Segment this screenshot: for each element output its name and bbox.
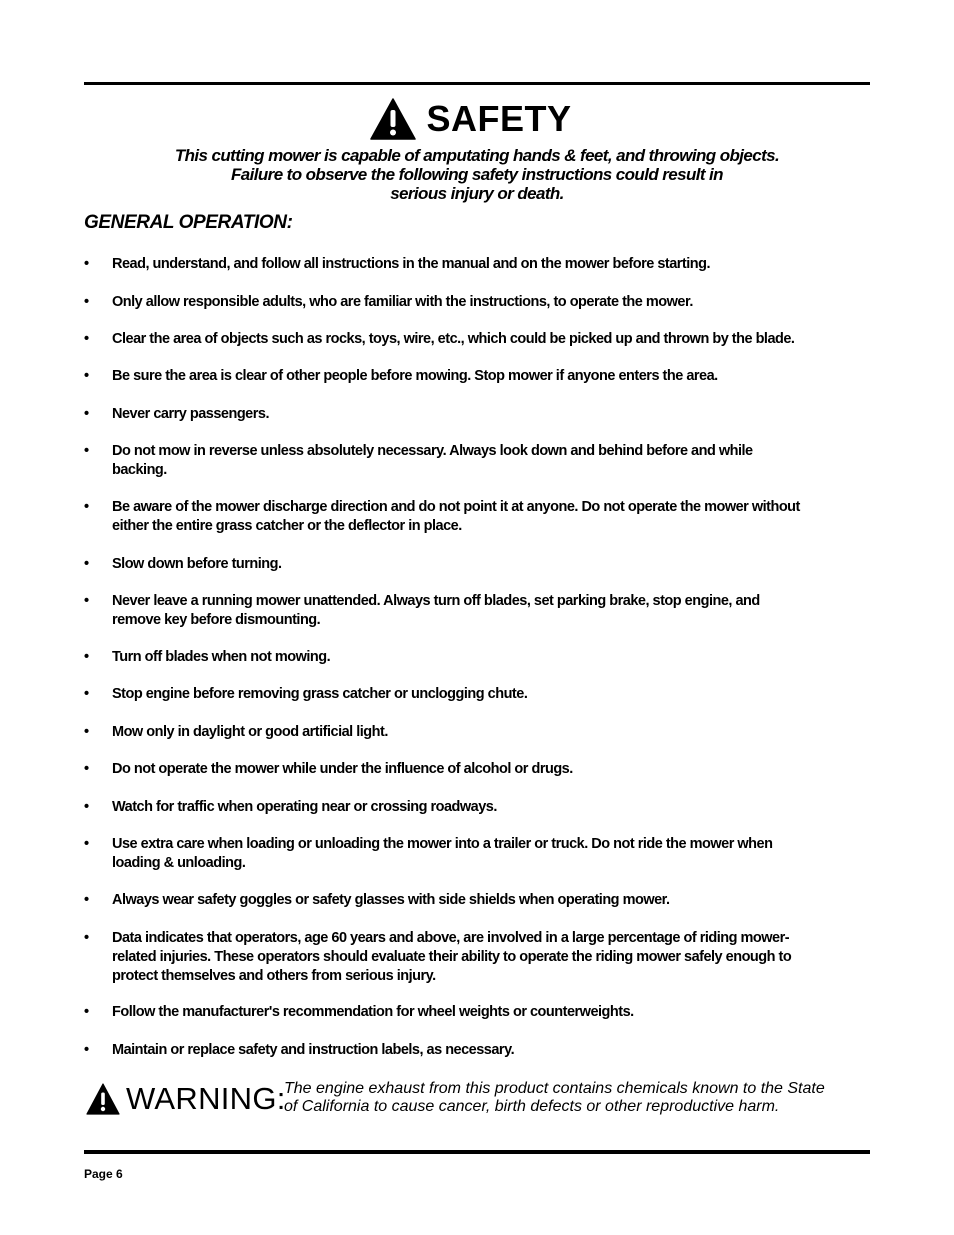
list-item-text <box>112 592 874 630</box>
danger-statement <box>84 146 870 203</box>
list-item-line: either the entire grass catcher or the deflector in place. <box>112 518 462 534</box>
list-item-line: Mow only in daylight or good artificial light. <box>112 724 388 740</box>
list-item-line: Stop engine before removing grass catcher or unclogging chute. <box>112 686 528 702</box>
list-item-text <box>112 442 874 480</box>
list-item <box>84 330 874 349</box>
list-item-text <box>112 723 874 742</box>
list-item-line: Follow the manufacturer's recommendation for wheel weights or counterweights. <box>112 1004 634 1020</box>
list-item-line: Do not operate the mower while under the influence of alcohol or drugs. <box>112 761 573 777</box>
bullet-symbol: • <box>84 724 89 740</box>
bullet-symbol: • <box>84 892 89 908</box>
list-item-text <box>112 293 874 312</box>
list-item-line: Use extra care when loading or unloading the mower into a trailer or truck. Do not ride the mower when <box>112 836 773 852</box>
bullet-symbol: • <box>84 1004 89 1020</box>
list-item <box>84 555 874 574</box>
list-item-line: protect themselves and others from serious injury. <box>112 968 436 984</box>
bullet-symbol: • <box>84 799 89 815</box>
bullet-symbol: • <box>84 499 89 515</box>
list-item <box>84 367 874 386</box>
list-item-text <box>112 798 874 817</box>
danger-statement-line: serious injury or death. <box>390 184 564 203</box>
list-item-text <box>112 255 874 274</box>
list-item-text <box>112 891 874 910</box>
list-item-text <box>112 555 874 574</box>
list-item-line: related injuries. These operators should evaluate their ability to operate the riding mower safely enough to <box>112 949 792 965</box>
bullet-symbol: • <box>84 406 89 422</box>
bullet-symbol: • <box>84 836 89 852</box>
list-item-line: Be sure the area is clear of other people before mowing. Stop mower if anyone enters the area. <box>112 368 718 384</box>
bullet-symbol: • <box>84 368 89 384</box>
list-item-line: Clear the area of objects such as rocks, toys, wire, etc., which could be picked up and thrown by the blade. <box>112 331 795 347</box>
warning-text <box>284 1080 864 1116</box>
list-item-line: Slow down before turning. <box>112 556 282 572</box>
list-item-text <box>112 648 874 667</box>
list-item <box>84 498 874 536</box>
list-item <box>84 293 874 312</box>
bullet-symbol: • <box>84 649 89 665</box>
list-item-text <box>112 405 874 424</box>
list-item <box>84 760 874 779</box>
list-item <box>84 1003 874 1022</box>
danger-statement-line: Failure to observe the following safety instructions could result in <box>231 165 723 184</box>
bullet-symbol: • <box>84 761 89 777</box>
list-item-text <box>112 330 874 349</box>
list-item-line: Never leave a running mower unattended. Always turn off blades, set parking brake, stop engine, and <box>112 593 760 609</box>
page-title: SAFETY <box>426 98 572 139</box>
bottom-rule <box>84 1150 870 1154</box>
list-item <box>84 835 874 873</box>
list-item <box>84 723 874 742</box>
bullet-symbol: • <box>84 443 89 459</box>
bullet-symbol: • <box>84 331 89 347</box>
warning-triangle-icon <box>86 1083 120 1115</box>
list-item-line: Maintain or replace safety and instruction labels, as necessary. <box>112 1042 515 1058</box>
list-item-line: Watch for traffic when operating near or crossing roadways. <box>112 799 497 815</box>
bullet-symbol: • <box>84 686 89 702</box>
list-item <box>84 1041 874 1060</box>
list-item <box>84 685 874 704</box>
bullet-symbol: • <box>84 556 89 572</box>
list-item <box>84 405 874 424</box>
list-item-line: Read, understand, and follow all instructions in the manual and on the mower before starting. <box>112 256 711 272</box>
section-title: GENERAL OPERATION: <box>84 212 293 233</box>
list-item-line: Be aware of the mower discharge direction and do not point it at anyone. Do not operate the mower without <box>112 499 800 515</box>
list-item <box>84 442 874 480</box>
bullet-symbol: • <box>84 294 89 310</box>
list-item-line: backing. <box>112 462 167 478</box>
warning-triangle-icon <box>370 98 416 140</box>
list-item-text <box>112 1041 874 1060</box>
list-item <box>84 648 874 667</box>
list-item <box>84 798 874 817</box>
list-item-text <box>112 929 874 986</box>
list-item-line: remove key before dismounting. <box>112 612 321 628</box>
list-item-line: Do not mow in reverse unless absolutely necessary. Always look down and behind before and while <box>112 443 753 459</box>
list-item-line: Turn off blades when not mowing. <box>112 649 331 665</box>
list-item <box>84 929 874 986</box>
list-item-text <box>112 685 874 704</box>
list-item-line: Always wear safety goggles or safety glasses with side shields when operating mower. <box>112 892 670 908</box>
top-rule <box>84 82 870 85</box>
bullet-symbol: • <box>84 1042 89 1058</box>
warning-text-line: of California to cause cancer, birth defects or other reproductive harm. <box>284 1098 780 1115</box>
list-item-line: loading & unloading. <box>112 855 246 871</box>
warning-text-line: The engine exhaust from this product contains chemicals known to the State <box>284 1080 825 1097</box>
list-item-text <box>112 1003 874 1022</box>
bullet-symbol: • <box>84 930 89 946</box>
list-item <box>84 255 874 274</box>
safety-heading <box>0 96 954 142</box>
list-item-line: Data indicates that operators, age 60 years and above, are involved in a large percentage of riding mower- <box>112 930 790 946</box>
page-number: Page 6 <box>84 1167 123 1181</box>
warning-box <box>84 1080 874 1120</box>
list-item-text <box>112 760 874 779</box>
list-item <box>84 592 874 630</box>
list-item-text <box>112 835 874 873</box>
list-item <box>84 891 874 910</box>
bullet-symbol: • <box>84 256 89 272</box>
list-item-line: Only allow responsible adults, who are familiar with the instructions, to operate the mower. <box>112 294 693 310</box>
list-item-text <box>112 367 874 386</box>
danger-statement-line: This cutting mower is capable of amputating hands & feet, and throwing objects. <box>174 146 780 165</box>
bullet-symbol: • <box>84 593 89 609</box>
warning-label: WARNING: <box>126 1081 286 1116</box>
list-item-text <box>112 498 874 536</box>
list-item-line: Never carry passengers. <box>112 406 269 422</box>
